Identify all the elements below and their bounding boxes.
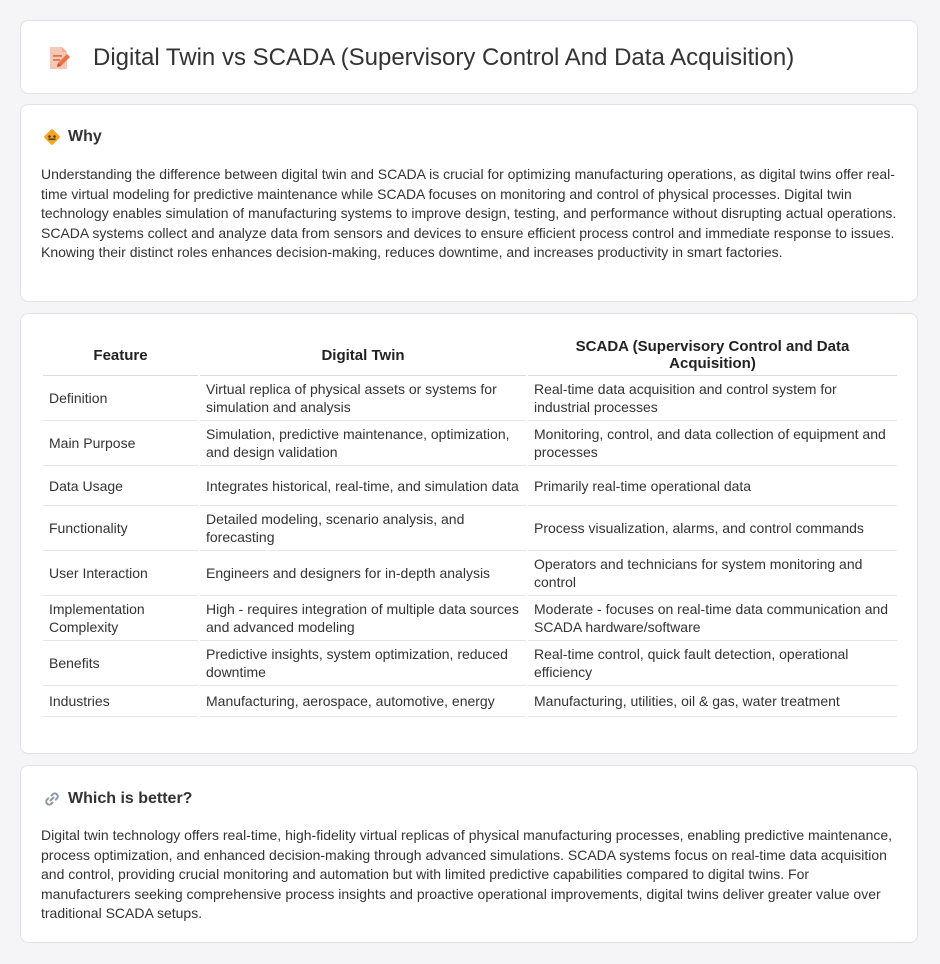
digital-twin-cell: Simulation, predictive maintenance, optimization, and design validation [200, 421, 526, 466]
why-heading [43, 127, 102, 147]
which-is-better-title: Which is better? [68, 790, 193, 807]
which-is-better-heading [43, 789, 192, 809]
column-header-feature: Feature [43, 332, 198, 376]
table-row [43, 466, 897, 506]
scada-cell: Real-time control, quick fault detection, operational efficiency [528, 641, 897, 686]
feature-cell: Functionality [43, 506, 198, 551]
header-card [20, 20, 918, 94]
digital-twin-cell: High - requires integration of multiple data sources and advanced modeling [200, 596, 526, 641]
comparison-table [41, 332, 899, 717]
comparison-table-card [20, 313, 918, 754]
scada-cell: Monitoring, control, and data collection of equipment and processes [528, 421, 897, 466]
table-row [43, 686, 897, 717]
feature-cell: Benefits [43, 641, 198, 686]
scada-cell: Primarily real-time operational data [528, 466, 897, 506]
table-row [43, 506, 897, 551]
column-header-scada: SCADA (Supervisory Control and Data Acquisition) [528, 332, 897, 376]
digital-twin-cell: Integrates historical, real-time, and simulation data [200, 466, 526, 506]
table-header-row [43, 332, 897, 376]
feature-cell: Data Usage [43, 466, 198, 506]
table-row [43, 641, 897, 686]
table-row [43, 421, 897, 466]
which-is-better-paragraph: Digital twin technology offers real-time, high-fidelity virtual replicas of physical manufacturing processes, enabling predictive maintenance, process optimization, and enhanced decision-making through advanced simulations. SCADA systems focus on real-time data acquisition and control, providing crucial monitoring and automation but with limited predictive capabilities compared to digital twins. For manufacturers seeking comprehensive process insights and proactive operational improvements, digital twins deliver greater value over traditional SCADA setups. [41, 827, 893, 921]
table-row [43, 596, 897, 641]
table-row [43, 551, 897, 596]
which-is-better-section [20, 765, 918, 943]
digital-twin-cell: Predictive insights, system optimization, reduced downtime [200, 641, 526, 686]
scada-cell: Process visualization, alarms, and control commands [528, 506, 897, 551]
feature-cell: User Interaction [43, 551, 198, 596]
scada-cell: Operators and technicians for system monitoring and control [528, 551, 897, 596]
digital-twin-cell: Engineers and designers for in-depth analysis [200, 551, 526, 596]
feature-cell: Main Purpose [43, 421, 198, 466]
scada-cell: Real-time data acquisition and control system for industrial processes [528, 376, 897, 421]
feature-cell: Implementation Complexity [43, 596, 198, 641]
column-header-digital-twin: Digital Twin [200, 332, 526, 376]
scada-cell: Moderate - focuses on real-time data communication and SCADA hardware/software [528, 596, 897, 641]
scada-cell: Manufacturing, utilities, oil & gas, water treatment [528, 686, 897, 717]
why-paragraph: Understanding the difference between digital twin and SCADA is crucial for optimizing manufacturing operations, as digital twins offer real-time virtual modeling for predictive maintenance while SCADA focuses on monitoring and control of physical processes. Digital twin technology enables simulation of manufacturing systems to improve design, testing, and performance without disrupting actual operations. SCADA systems collect and analyze data from sensors and devices to ensure efficient process control and immediate response to issues. Knowing their distinct roles enhances decision-making, reduces downtime, and increases productivity in smart factories. [41, 166, 897, 260]
table-row [43, 376, 897, 421]
feature-cell: Definition [43, 376, 198, 421]
document-pencil-icon [47, 45, 71, 71]
why-title: Why [68, 128, 102, 145]
link-icon [43, 790, 61, 808]
digital-twin-cell: Virtual replica of physical assets or systems for simulation and analysis [200, 376, 526, 421]
digital-twin-cell: Detailed modeling, scenario analysis, and forecasting [200, 506, 526, 551]
digital-twin-cell: Manufacturing, aerospace, automotive, energy [200, 686, 526, 717]
why-section [20, 104, 918, 302]
warning-sign-icon [43, 128, 61, 146]
feature-cell: Industries [43, 686, 198, 717]
page-title: Digital Twin vs SCADA (Supervisory Control And Data Acquisition) [93, 44, 795, 71]
